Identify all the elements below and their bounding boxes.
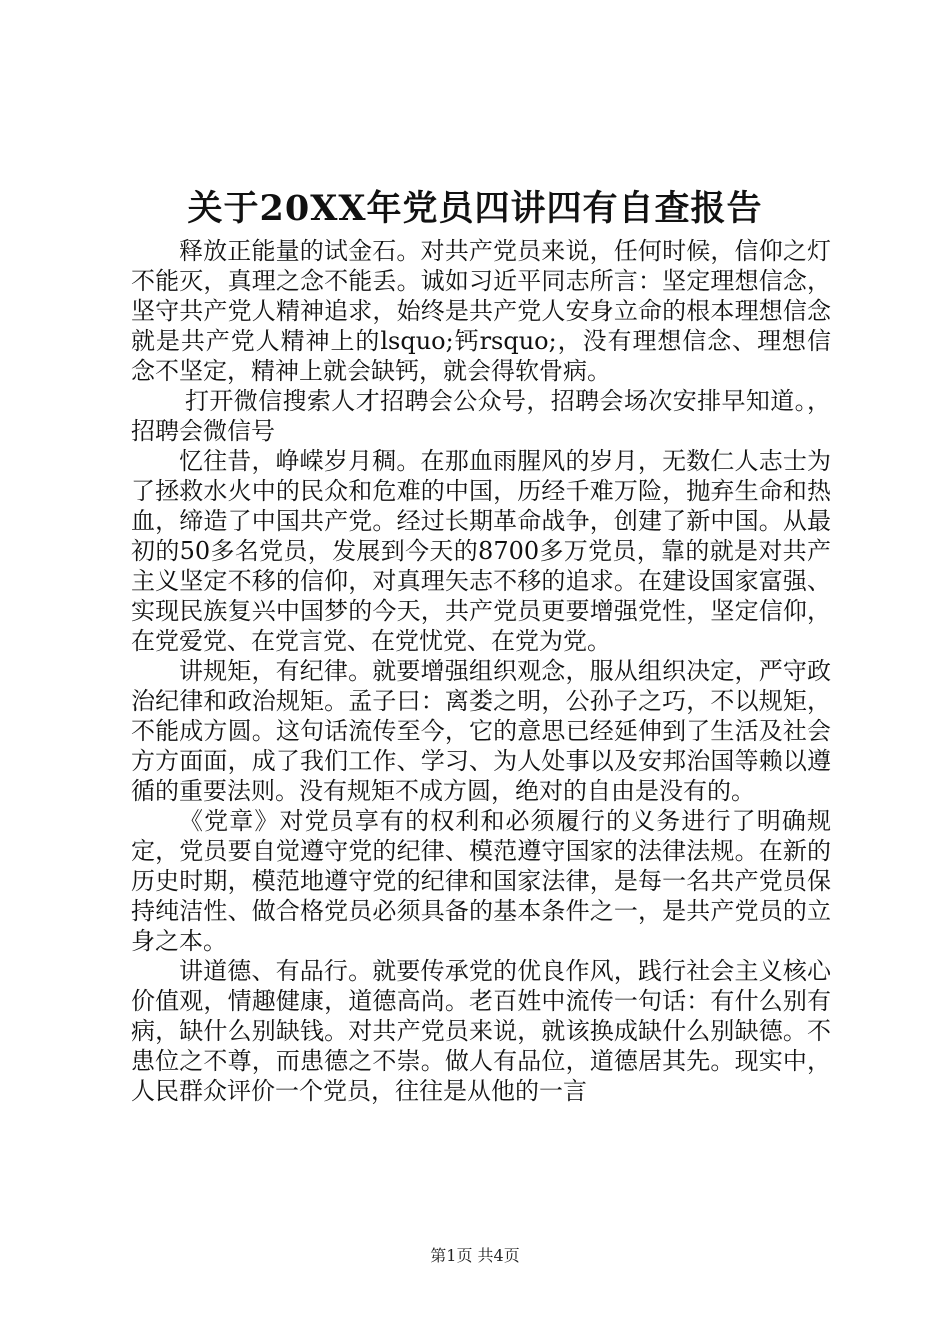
paragraph-4: 讲规矩，有纪律。就要增强组织观念，服从组织决定，严守政治纪律和政治规矩。孟子曰：离娄之明，公孙子之巧，不以规矩，不能成方圆。这句话流传至今，它的意思已经延伸到了生活及社会方方面面，成了我们工作、学习、为人处事以及安邦治国等赖以遵循的重要法则。没有规矩不成方圆，绝对的自由是没有的。 [131,657,831,805]
paragraph-3: 忆往昔，峥嵘岁月稠。在那血雨腥风的岁月，无数仁人志士为了拯救水火中的民众和危难的中国，历经千难万险，抛弃生命和热血，缔造了中国共产党。经过长期革命战争，创建了新中国。从最初的50多名党员，发展到今天的8700多万党员，靠的就是对共产主义坚定不移的信仰，对真理矢志不移的追求。在建设国家富强、实现民族复兴中国梦的今天，共产党员更要增强党性，坚定信仰，在党爱党、在党言党、在党忧党、在党为党。 [131,447,831,655]
paragraph-6: 讲道德、有品行。就要传承党的优良作风，践行社会主义核心价值观，情趣健康，道德高尚。老百姓中流传一句话：有什么别有病，缺什么别缺钱。对共产党员来说，就该换成缺什么别缺德。不患位之不尊，而患德之不崇。做人有品位，道德居其先。现实中，人民群众评价一个党员，往往是从他的一言 [131,957,831,1105]
page-number-footer: 第1页 共4页 [430,1246,520,1265]
paragraph-5: 《党章》对党员享有的权利和必须履行的义务进行了明确规定，党员要自觉遵守党的纪律、模范遵守国家的法律法规。在新的历史时期，模范地遵守党的纪律和国家法律，是每一名共产党员保持纯洁性、做合格党员必须具备的基本条件之一，是共产党员的立身之本。 [131,807,831,955]
paragraph-1: 释放正能量的试金石。对共产党员来说，任何时候，信仰之灯不能灭，真理之念不能丢。诚如习近平同志所言：坚定理想信念，坚守共产党人精神追求，始终是共产党人安身立命的根本理想信念就是共产党人精神上的lsquo;钙rsquo;，没有理想信念、理想信念不坚定，精神上就会缺钙，就会得软骨病。 [131,237,831,385]
document-body [131,236,831,1106]
paragraph-2: 打开微信搜索人才招聘会公众号，招聘会场次安排早知道。，招聘会微信号 [131,387,831,445]
document-title: 关于20XX年党员四讲四有自查报告 [187,188,763,229]
